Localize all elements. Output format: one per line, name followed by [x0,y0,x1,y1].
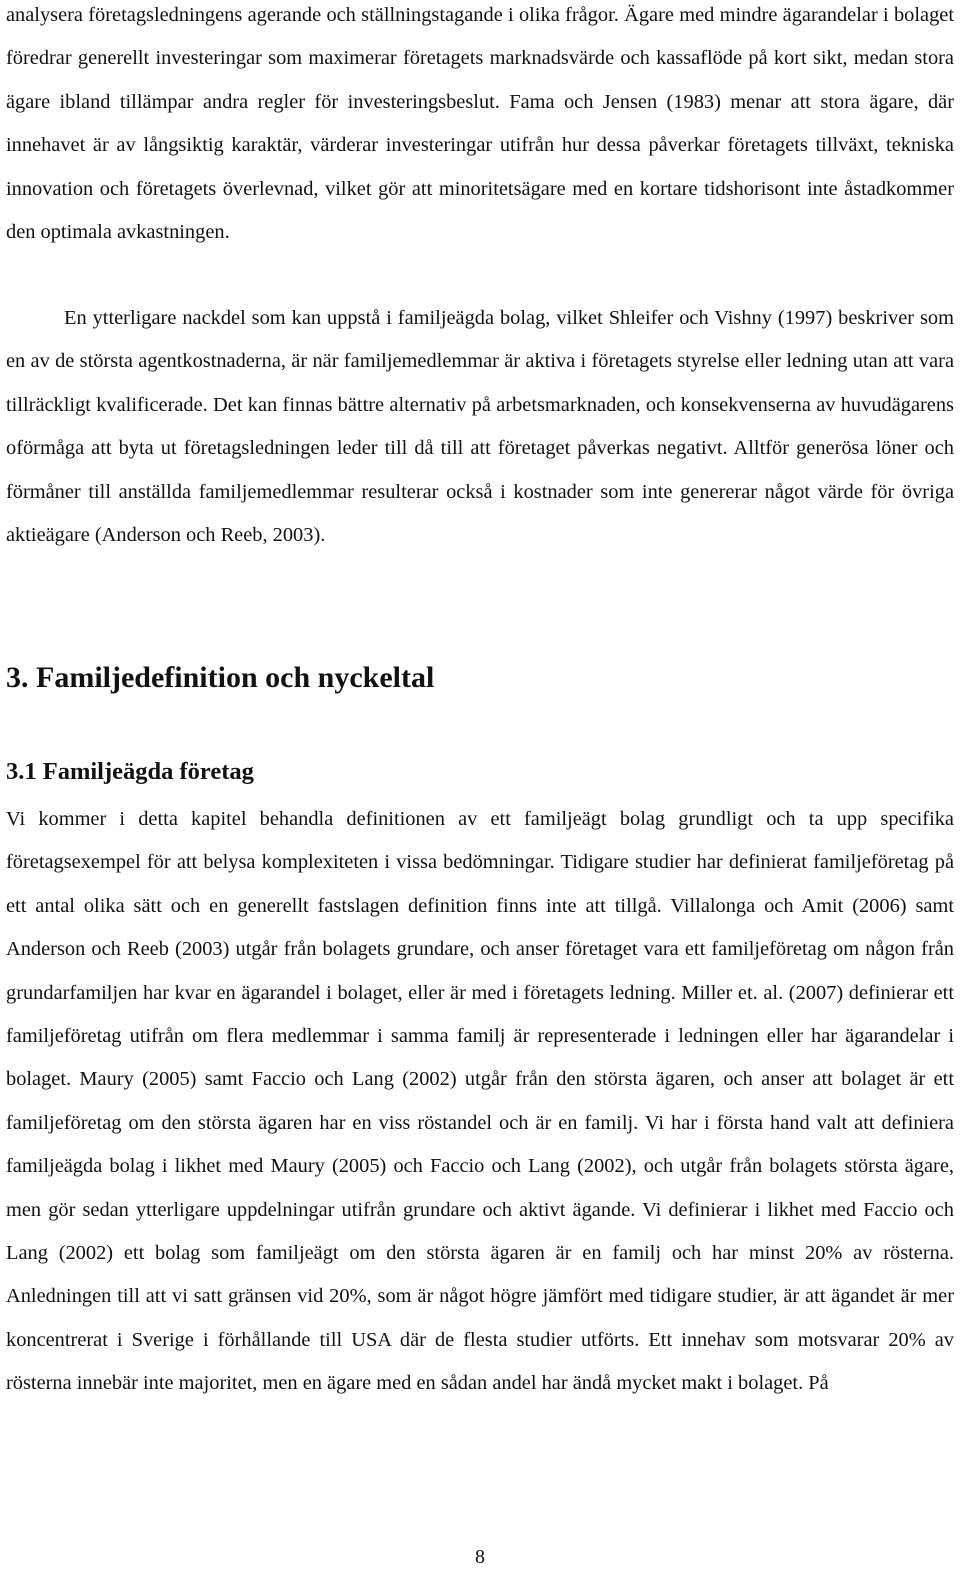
page-number: 8 [475,1546,485,1568]
subsection-heading: 3.1 Familjeägda företag [6,758,254,785]
section-heading: 3. Familjedefinition och nyckeltal [6,661,435,694]
body-paragraph-1: analysera företagsledningens agerande och ställningstagande i olika frågor. Ägare med mindre ägarandelar i bolaget föredrar generellt investeringar som maximerar företagets marknadsvärde och kassaflöde på kort sikt, medan stora ägare ibland tillämpar andra regler för investeringsbeslut. Fama och Jensen (1983) menar att stora ägare, där innehavet är av långsiktig karaktär, värderar investeringar utifrån hur dessa påverkar företagets tillväxt, tekniska innovation och företagets överlevnad, vilket gör att minoritetsägare med en kortare tidshorisont inte åstadkommer den optimala avkastningen. [6,4,954,244]
subsection-paragraph: Vi kommer i detta kapitel behandla definitionen av ett familjeägt bolag grundligt och ta upp specifika företagsexempel för att belysa komplexiteten i vissa bedömningar. Tidigare studier har definierat familjeföretag på ett antal olika sätt och en generellt fastslagen definition finns inte att tillgå. Villalonga och Amit (2006) samt Anderson och Reeb (2003) utgår från bolagets grundare, och anser företaget vara ett familjeföretag om någon från grundarfamiljen har kvar en ägarandel i bolaget, eller är med i företagets ledning. Miller et. al. (2007) definierar ett familjeföretag utifrån om flera medlemmar i samma familj är representerade i ledningen eller har ägarandelar i bolaget. Maury (2005) samt Faccio och Lang (2002) utgår från den största ägaren, och anser att bolaget är ett familjeföretag om den största ägaren har en viss röstandel och är en familj. Vi har i första hand valt att definiera familjeägda bolag i likhet med Maury (2005) och Faccio och Lang (2002), och utgår från bolagets största ägare, men gör sedan ytterligare uppdelningar utifrån grundare och aktivt ägande. Vi definierar i likhet med Faccio och Lang (2002) ett bolag som familjeägt om den största ägaren är en familj och har minst 20% av rösterna. Anledningen till att vi satt gränsen vid 20%, som är något högre jämfört med tidigare studier, är att ägandet är mer koncentrerat i Sverige i förhållande till USA där de flesta studier utförts. Ett innehav som motsvarar 20% av rösterna innebär inte majoritet, men en ägare med en sådan andel har ändå mycket makt i bolaget. På [6,808,954,1395]
body-paragraph-2: En ytterligare nackdel som kan uppstå i familjeägda bolag, vilket Shleifer och Vishny (1997) beskriver som en av de största agentkostnaderna, är när familjemedlemmar är aktiva i företagets styrelse eller ledning utan att vara tillräckligt kvalificerade. Det kan finnas bättre alternativ på arbetsmarknaden, och konsekvenserna av huvudägarens oförmåga att byta ut företagsledningen leder till då till att företaget påverkas negativt. Alltför generösa löner och förmåner till anställda familjemedlemmar resulterar också i kostnader som inte genererar något värde för övriga aktieägare (Anderson och Reeb, 2003). [6,307,954,547]
